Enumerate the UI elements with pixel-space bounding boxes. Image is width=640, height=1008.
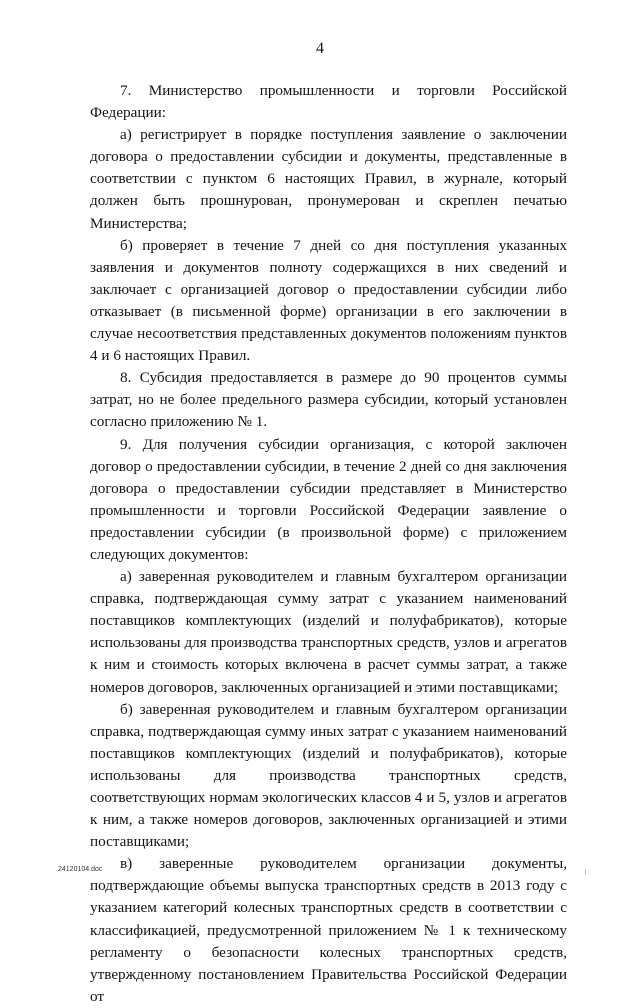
paragraph-9a: а) заверенная руководителем и главным бухгалтером организации справка, подтверждающая сумму затрат с указанием наименований поставщиков комплектующих (изделий и полуфабрикатов), которые использованы для производства транспортных средств, узлов и агрегатов к ним и стоимость которых включена в расчет суммы затрат, а также номеров договоров, заключенных организацией и этими поставщиками;	[90, 568, 567, 696]
paragraph-9b: б) заверенная руководителем и главным бухгалтером организации справка, подтверждающая сумму иных затрат с указанием наименований поставщиков комплектующих (изделий и полуфабрикатов), которые использованы для производства транспортных средств, соответствующих нормам экологических классов 4 и 5, узлов и агрегатов к ним, а также номеров договоров, заключенных организацией и этими поставщиками;	[90, 700, 567, 851]
document-body	[90, 80, 567, 1008]
paragraph-7: 7. Министерство промышленности и торговли Российской Федерации:	[90, 82, 567, 122]
footer-filename: 24120104.doc	[58, 866, 103, 873]
paragraph-7a: а) регистрирует в порядке поступления заявление о заключении договора о предоставлении субсидии и документы, представленные в соответствии с пунктом 6 настоящих Правил, в журнале, который должен быть прошнурован, пронумерован и скреплен печатью Министерства;	[90, 126, 567, 232]
paragraph-9: 9. Для получения субсидии организация, с которой заключен договор о предоставлении субсидии, в течение 2 дней со дня заключения договора о предоставлении субсидии представляет в Министерство промышленности и торговли Российской Федерации заявление о предоставлении субсидии (в произвольной форме) с приложением следующих документов:	[90, 435, 567, 563]
page-number: 4	[316, 40, 324, 57]
paragraph-7b: б) проверяет в течение 7 дней со дня поступления указанных заявления и документов полноту содержащихся в них сведений и заключает с организацией договор о предоставлении субсидии либо отказывает (в письменной форме) организации в его заключении в случае несоответствия представленных документов положениям пунктов 4 и 6 настоящих Правил.	[90, 236, 567, 365]
paragraph-8: 8. Субсидия предоставляется в размере до 90 процентов суммы затрат, но не более предельного размера субсидии, который установлен согласно приложению № 1.	[90, 369, 567, 431]
paragraph-9v: в) заверенные руководителем организации документы, подтверждающие объемы выпуска транспортных средств в 2013 году с указанием категорий колесных транспортных средств в соответствии с классификацией, предусмотренной приложением № 1 к техническому регламенту о безопасности колесных транспортных средств, утвержденному постановлением Правительства Российской Федерации от	[90, 855, 567, 1005]
margin-mark	[585, 869, 589, 875]
